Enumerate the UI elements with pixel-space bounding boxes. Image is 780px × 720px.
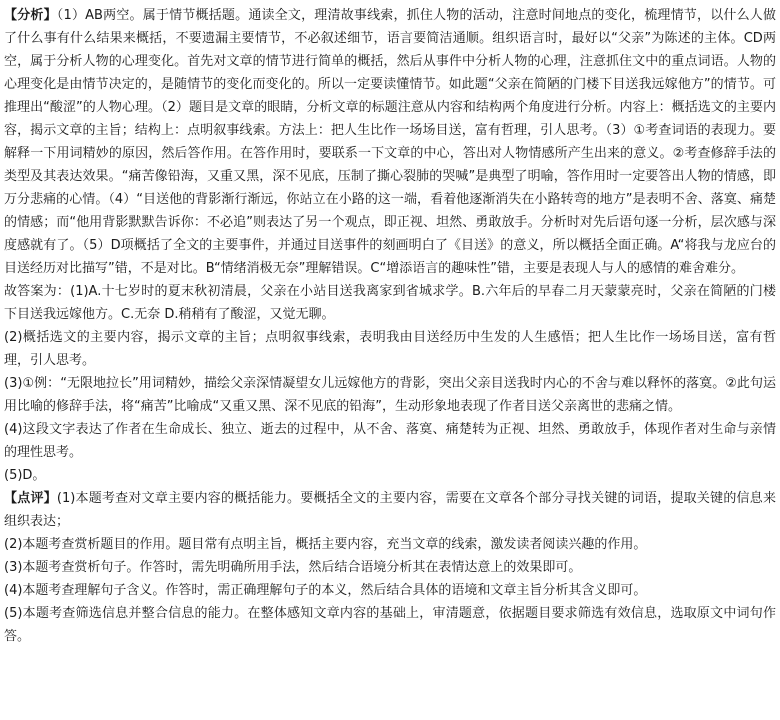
answer-3: (3)①例：“无限地拉长”用词精妙，描绘父亲深情凝望女儿远嫁他方的背影，突出父亲目送我时内心的不舍与难以释怀的落寞。②此句运用比喻的修辞手法，将“痛苦”比喻成“又重又黑、深不见底的铅海”，生动形象地表现了作者目送父亲离世的悲痛之情。 bbox=[4, 376, 776, 414]
answer-5: (5)D。 bbox=[4, 468, 46, 483]
answer-4: (4)这段文字表达了作者在生命成长、独立、逝去的过程中，从不舍、落寞、痛楚转为正视、坦然、勇敢放手，体现作者对生命与亲情的理性思考。 bbox=[4, 422, 776, 460]
comment-5: (5)本题考查筛选信息并整合信息的能力。在整体感知文章内容的基础上，审清题意，依据题目要求筛选有效信息，选取原文中词句作答。 bbox=[4, 606, 776, 644]
answer-1: 故答案为：(1)A.十七岁时的夏末秋初清晨，父亲在小站目送我离家到省城求学。B.六年后的早春二月天蒙蒙亮时，父亲在简陋的门楼下目送我远嫁他方。C.无奈 D.稍稍有了酸涩，又觉无聊。 bbox=[4, 284, 776, 322]
comment-paragraph bbox=[4, 487, 776, 533]
analysis-paragraph bbox=[4, 4, 776, 280]
analysis-text: （1）AB两空。属于情节概括题。通读全文，理清故事线索，抓住人物的活动，注意时间地点的变化，梳理情节，以什么人做了什么事有什么结果来概括，不要遗漏主要情节，不必叙述细节，语言要简洁通顺。组织语言时，最好以“父亲”为陈述的主体。CD两空，属于分析人物的心理变化。首先对文章的情节进行简单的概括，然后从事件中分析人物的心理，注意抓住文中的重点词语。人物的心理变化是由情节决定的，是随情节的变化而变化的。所以一定要读懂情节。如此题“父亲在简陋的门楼下目送我远嫁他方”的情节。可推理出“酸涩”的人物心理。（2）题目是文章的眼睛，分析文章的标题注意从内容和结构两个角度进行分析。内容上：概括选文的主要内容，揭示文章的主旨；结构上：点明叙事线索。方法上：把人生比作一场场目送，富有哲理，引人思考。（3）①考查词语的表现力。要解释一下用词精妙的原因，然后答作用。在答作用时，要联系一下文章的中心，答出对人物情感所产生出来的意义。②考查修辞手法的类型及其表达效果。“痛苦像铅海，又重又黑，深不见底，压制了撕心裂肺的哭喊”是典型了明喻，答作用时一定要答出人物的情感，即万分悲痛的心情。（4）“目送他的背影渐行渐远，你站立在小路的这一端，看着他逐渐消失在小路转弯的地方”是表明不舍、落寞、痛楚的情感；而“他用背影默默告诉你：不必追”则表达了另一个观点，即正视、坦然、勇敢放手。分析时对先后语句逐一分析，层次感与深度感就有了。（5）D项概括了全文的主要事件，并通过目送事件的刻画明白了《目送》的意义，所以概括全面正确。A“将我与龙应台的目送经历对比描写”错，不是对比。B“情绪消极无奈”理解错误。C“增添语言的趣味性”错，主要是表现人与人的感情的难舍难分。 bbox=[4, 8, 776, 276]
analysis-tag: 【分析】 bbox=[4, 8, 57, 23]
comment-1: (1)本题考查对文章主要内容的概括能力。要概括全文的主要内容，需要在文章各个部分寻找关键的词语，提取关键的信息来组织表达； bbox=[4, 491, 776, 529]
comment-3: (3)本题考查赏析句子。作答时，需先明确所用手法，然后结合语境分析其在表情达意上的效果即可。 bbox=[4, 560, 582, 575]
comment-tag: 【点评】 bbox=[4, 491, 57, 506]
answer-document bbox=[4, 4, 776, 648]
comment-2: (2)本题考查赏析题目的作用。题目常有点明主旨，概括主要内容，充当文章的线索，激发读者阅读兴趣的作用。 bbox=[4, 537, 647, 552]
answer-2: (2)概括选文的主要内容，揭示文章的主旨；点明叙事线索，表明我由目送经历中生发的人生感悟；把人生比作一场场目送，富有哲理，引人思考。 bbox=[4, 330, 776, 368]
comment-4: (4)本题考查理解句子含义。作答时，需正确理解句子的本义，然后结合具体的语境和文章主旨分析其含义即可。 bbox=[4, 583, 647, 598]
